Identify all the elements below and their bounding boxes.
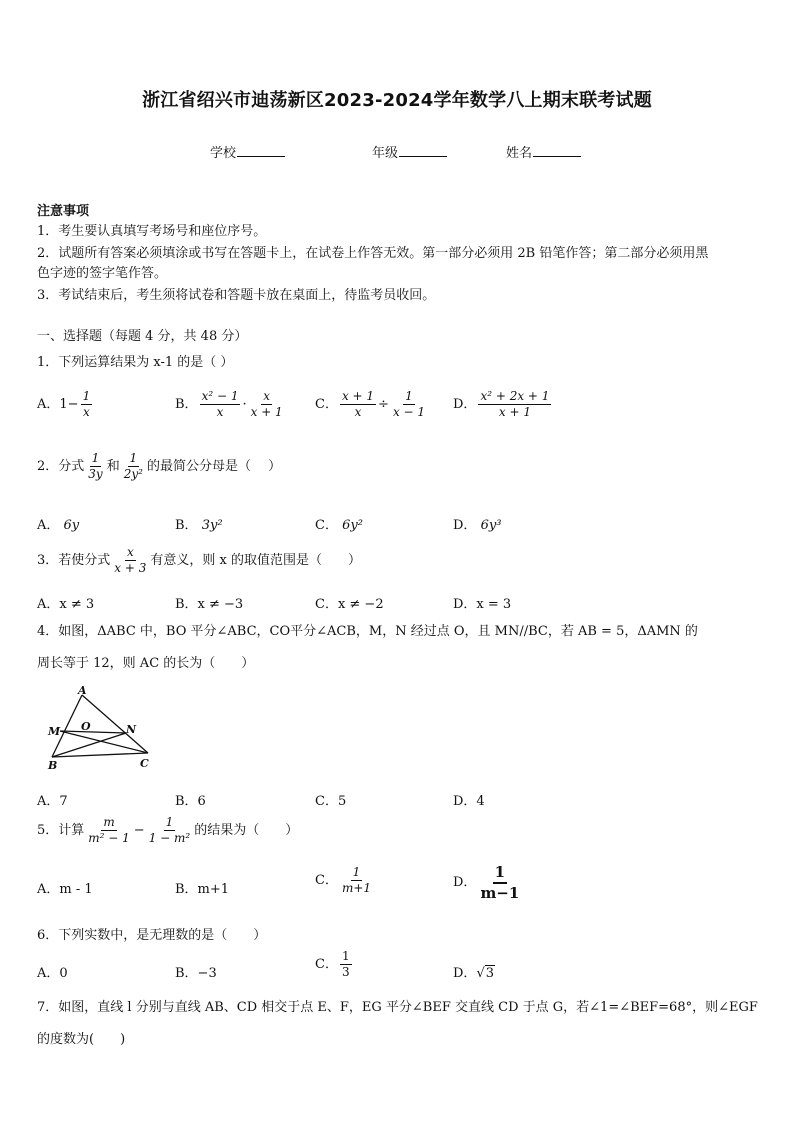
notice-item-2-cont: 色字迹的签字笔作答。 [37, 266, 168, 281]
line-mn [60, 731, 126, 733]
grade-blank[interactable] [399, 143, 447, 157]
q1-b-dot: · [242, 397, 247, 413]
q4-option-b[interactable]: B．6 [175, 794, 206, 809]
q4-option-c[interactable]: C．5 [315, 794, 347, 809]
q1-option-d[interactable] [453, 390, 553, 419]
q5-option-b[interactable]: B．m+1 [175, 882, 230, 897]
name-field[interactable] [506, 142, 581, 161]
school-blank[interactable] [237, 143, 285, 157]
q5-option-a[interactable]: A．m - 1 [37, 882, 93, 897]
q7-stem-line1: 7．如图，直线 l 分别与直线 AB、CD 相交于点 E、F，EG 平分∠BEF 交直线 CD 于点 G，若∠1=∠BEF=68°，则∠EGF [37, 1000, 758, 1015]
label-m: M [48, 725, 61, 738]
q1-c-frac1: $\frac{x + 1}{x}$ [341, 389, 375, 420]
q5-option-c[interactable]: C． $\frac{1}{m+1}$ [315, 865, 372, 896]
line-bc [52, 753, 148, 757]
q6-stem: 6．下列实数中，是无理数的是（ ） [37, 928, 267, 943]
q1-b-frac2: $\frac{x}{x + 1}$ [250, 389, 283, 420]
q3-stem: 3．若使分式 $\frac{x}{x + 3}$ 有意义，则 x 的取值范围是（ ） [37, 545, 361, 576]
q5-option-d[interactable]: D． $\frac{1}{m-1}$ [453, 863, 520, 902]
q3-option-c[interactable]: C．x ≠ −2 [315, 597, 384, 612]
q2-option-b[interactable]: B． 3y² [175, 518, 223, 533]
notice-heading: 注意事项 [37, 204, 90, 219]
q3-option-b[interactable]: B．x ≠ −3 [175, 597, 244, 612]
page-title: 浙江省绍兴市迪荡新区2023-2024学年数学八上期末联考试题 [142, 90, 652, 111]
label-a: A [78, 685, 87, 697]
q7-stem-line2: 的度数为( ) [37, 1032, 126, 1047]
q3-option-a[interactable]: A．x ≠ 3 [37, 597, 95, 612]
q3-option-d[interactable]: D．x = 3 [453, 597, 512, 612]
notice-item-2: 2．试题所有答案必须填涂或书写在答题卡上，在试卷上作答无效。第一部分必须用 2B 铅笔作答；第二部分必须用黑 [37, 246, 709, 261]
name-blank[interactable] [533, 143, 581, 157]
notice-item-3: 3．考试结束后，考生须将试卷和答题卡放在桌面上，待监考员收回。 [37, 288, 436, 303]
q1-option-b[interactable] [175, 390, 287, 419]
q2-option-c[interactable]: C． 6y² [315, 518, 363, 533]
label-n: N [126, 723, 137, 736]
q2-option-a[interactable]: A． 6y [37, 518, 80, 533]
section-heading: 一、选择题（每题 4 分，共 48 分） [37, 329, 248, 344]
q6-option-c[interactable]: C． $\frac{1}{3}$ [315, 949, 350, 980]
q2-option-d[interactable]: D． 6y³ [453, 518, 502, 533]
q4-triangle-figure [44, 685, 156, 771]
q4-option-d[interactable]: D．4 [453, 794, 485, 809]
grade-label: 年级 [372, 146, 399, 161]
q4-stem-line1: 4．如图，ΔABC 中，BO 平分∠ABC，CO平分∠ACB，M，N 经过点 O，且 MN//BC，若 AB = 5，ΔAMN 的 [37, 624, 698, 639]
grade-field[interactable] [372, 142, 447, 161]
q1-d-label: D． [453, 397, 477, 413]
q1-a-frac: $\frac{1}{x}$ [82, 389, 91, 420]
q4-option-a[interactable]: A．7 [37, 794, 68, 809]
school-label: 学校 [210, 146, 237, 161]
school-field[interactable] [210, 142, 285, 161]
q1-option-c[interactable] [315, 390, 429, 419]
q1-c-op: ÷ [378, 397, 389, 413]
notice-item-1: 1．考生要认真填写考场号和座位序号。 [37, 224, 267, 239]
label-c: C [140, 757, 149, 770]
label-o: O [81, 720, 91, 733]
q6-option-a[interactable]: A．0 [37, 966, 68, 981]
q2-stem: 2．分式 $\frac{1}{3y}$ 和 $\frac{1}{\text{2y²}}$ 的最简公分母是（ ） [37, 451, 282, 482]
q1-c-label: C． [315, 397, 338, 413]
q1-d-frac: $\frac{\text{x² + 2x + 1}}{x + 1}$ [480, 389, 550, 420]
q1-b-label: B． [175, 397, 198, 413]
q1-c-frac2: $\frac{1}{x - 1}$ [392, 389, 426, 420]
label-b: B [48, 759, 58, 771]
q6-option-d[interactable]: D．√3 [453, 966, 495, 981]
q6-option-b[interactable]: B．−3 [175, 966, 217, 981]
q1-a-label: A．1− [37, 397, 79, 413]
sqrt-symbol: √3 [476, 966, 495, 981]
q1-stem: 1．下列运算结果为 x-1 的是（ ） [37, 355, 234, 370]
q1-b-frac1: $\frac{\text{x² − 1}}{x}$ [201, 389, 239, 420]
q5-stem: 5．计算 $\frac{m}{\text{m² − 1}}$ − $\frac{1}{\text{1 − m²}}$ 的结果为（ ） [37, 815, 299, 846]
q1-option-a[interactable] [37, 390, 94, 419]
q4-stem-line2: 周长等于 12，则 AC 的长为（ ） [37, 656, 255, 671]
name-label: 姓名 [506, 146, 533, 161]
